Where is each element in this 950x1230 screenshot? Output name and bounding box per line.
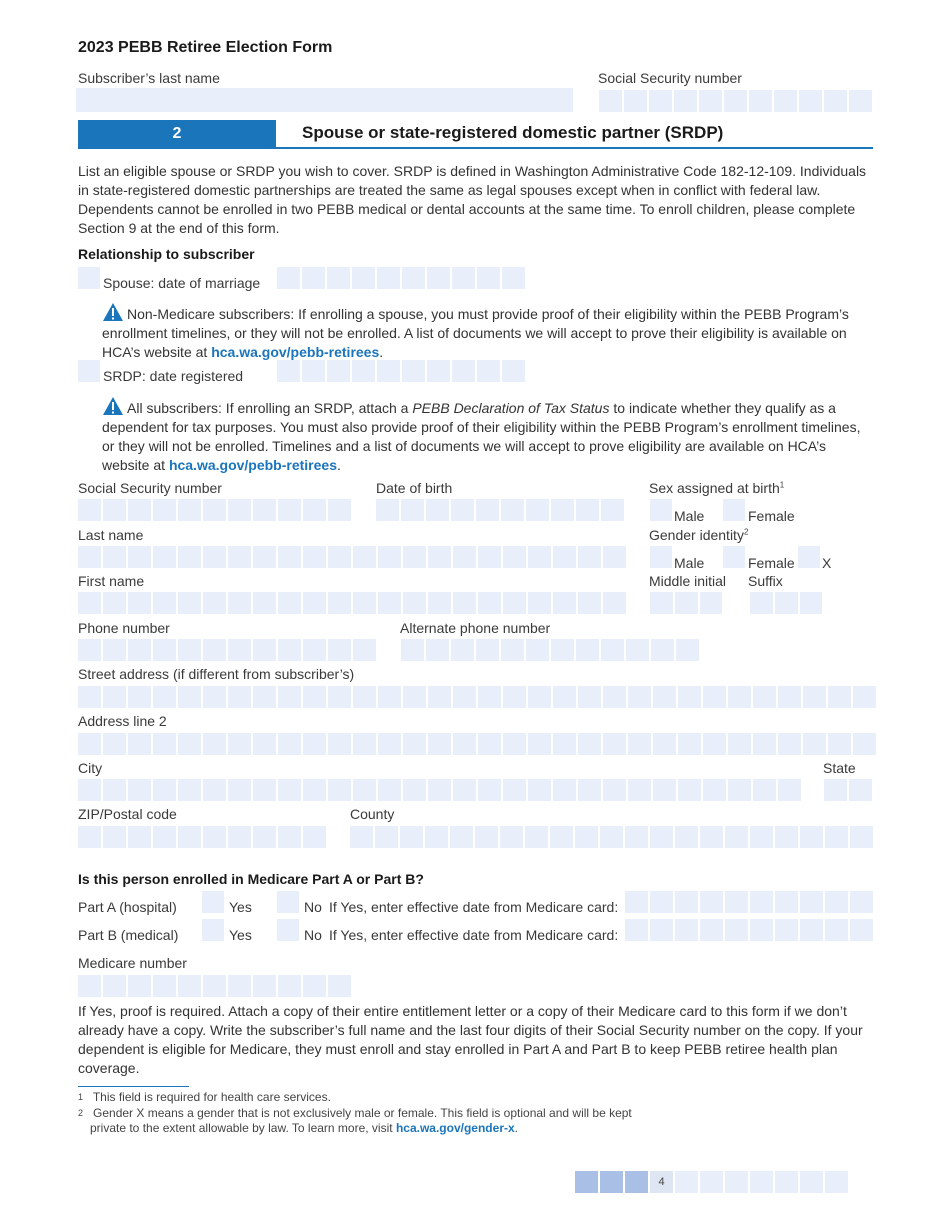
part-b-effective-label: If Yes, enter effective date from Medicare card: (329, 927, 619, 943)
warning-icon (102, 302, 124, 322)
relationship-heading: Relationship to subscriber (78, 246, 255, 262)
street-input[interactable] (78, 686, 876, 708)
first-name-label: First name (78, 573, 145, 589)
address2-label: Address line 2 (78, 713, 167, 729)
dob-label: Date of birth (376, 480, 453, 496)
medicare-heading: Is this person enrolled in Medicare Part A or Part B? (78, 871, 424, 887)
part-b-date-input[interactable] (625, 919, 873, 941)
street-label: Street address (if different from subscriber’s) (78, 666, 355, 682)
part-a-no-checkbox[interactable] (277, 891, 299, 913)
zip-input[interactable] (78, 826, 326, 848)
medicare-proof-text: If Yes, proof is required. Attach a copy of their entire entitlement letter or a copy of their Medicare card to this form if we don’t already have a copy. Write the subscriber’s full name and the last four digits of their Social Security number on the copy. If your dependent is eligible for Medicare, they must enroll and stay enrolled in Part A and Part B to keep PEBB retiree health plan coverage. (78, 1003, 863, 1076)
srdp-label: SRDP: date registered (103, 368, 244, 384)
spouse-note: Non-Medicare subscribers: If enrolling a spouse, you must provide proof of their eligibility within the PEBB Program’s enrollment timelines, or they will not be enrolled. A list of documents we will accept to prove their eligibility is available on HCA’s website at hca.wa.gov/pebb-retirees. (102, 302, 872, 362)
form-title: 2023 PEBB Retiree Election Form (78, 39, 333, 56)
gender-x-link[interactable]: hca.wa.gov/gender-x (395, 1121, 515, 1135)
srdp-date-input[interactable] (277, 360, 525, 382)
last-name-input[interactable] (78, 546, 626, 568)
ssn-input[interactable] (78, 499, 351, 521)
footnote-divider (78, 1086, 189, 1087)
part-a-no-label: No (304, 899, 322, 915)
sex-male-checkbox[interactable] (650, 499, 672, 521)
medicare-number-label: Medicare number (78, 955, 187, 971)
section-intro: List an eligible spouse or SRDP you wish to cover. SRDP is defined in Washington Administrative Code 182-12-109. Individuals in state-registered domestic partnerships are treated the same as legal spouses except when in conflict with federal law. Dependents cannot be enrolled in two PEBB medical or dental accounts at the same time. To enroll children, please complete Section 9 at the end of this form. (78, 163, 867, 236)
zip-label: ZIP/Postal code (78, 806, 177, 822)
part-b-no-label: No (304, 927, 322, 943)
part-b-yes-label: Yes (229, 927, 252, 943)
spouse-label: Spouse: date of marriage (103, 275, 261, 291)
county-label: County (350, 806, 395, 822)
gender-female-label: Female (748, 555, 795, 571)
suffix-label: Suffix (748, 573, 783, 589)
phone-label: Phone number (78, 620, 170, 636)
gender-male-checkbox[interactable] (650, 546, 672, 568)
srdp-checkbox[interactable] (78, 360, 100, 382)
ssn-label: Social Security number (78, 480, 222, 496)
gender-x-label: X (822, 555, 832, 571)
county-input[interactable] (350, 826, 873, 848)
gender-label: Gender identity$^2$ (649, 527, 749, 543)
subscriber-ssn-input[interactable] (599, 90, 872, 112)
phone-input[interactable] (78, 639, 376, 661)
footnote-2: $^2$ Gender X means a gender that is not exclusively male or female. This field is optional and will be kept private to the extent allowable by law. To learn more, visit hca.wa.gov/gender-x. (78, 1106, 632, 1135)
sex-male-label: Male (674, 508, 705, 524)
suffix-input[interactable] (750, 592, 822, 614)
part-a-label: Part A (hospital) (78, 899, 177, 915)
part-b-yes-checkbox[interactable] (202, 919, 224, 941)
gender-x-checkbox[interactable] (798, 546, 820, 568)
subscriber-last-name-input[interactable] (76, 88, 573, 112)
footnote-1: $^1$ This field is required for health care services. (78, 1090, 331, 1104)
sex-label: Sex assigned at birth$^1$ (649, 480, 785, 496)
city-input[interactable] (78, 779, 801, 801)
part-a-yes-checkbox[interactable] (202, 891, 224, 913)
state-label: State (823, 760, 856, 776)
medicare-number-input[interactable] (78, 975, 351, 997)
sex-female-label: Female (748, 508, 795, 524)
pebb-retirees-link[interactable]: hca.wa.gov/pebb-retirees (211, 344, 380, 360)
sex-female-checkbox[interactable] (723, 499, 745, 521)
section-number: 2 (78, 120, 276, 148)
part-a-date-input[interactable] (625, 891, 873, 913)
address2-input[interactable] (78, 733, 876, 755)
pebb-retirees-link[interactable]: hca.wa.gov/pebb-retirees (168, 457, 337, 473)
alt-phone-label: Alternate phone number (400, 620, 551, 636)
part-a-effective-label: If Yes, enter effective date from Medicare card: (329, 899, 619, 915)
section-title: Spouse or state-registered domestic partner (SRDP) (302, 123, 724, 142)
part-a-yes-label: Yes (229, 899, 252, 915)
subscriber-ssn-label: Social Security number (598, 70, 742, 86)
first-name-input[interactable] (78, 592, 626, 614)
part-b-label: Part B (medical) (78, 927, 179, 943)
gender-male-label: Male (674, 555, 705, 571)
part-b-no-checkbox[interactable] (277, 919, 299, 941)
warning-icon (102, 396, 124, 416)
middle-initial-label: Middle initial (649, 573, 727, 589)
middle-initial-input[interactable] (650, 592, 722, 614)
city-label: City (78, 760, 103, 776)
marriage-date-input[interactable] (277, 267, 525, 289)
alt-phone-input[interactable] (401, 639, 699, 661)
subscriber-last-name-label: Subscriber’s last name (78, 70, 220, 86)
spouse-checkbox[interactable] (78, 267, 100, 289)
page-number: 4 (650, 1171, 673, 1193)
section-header (78, 120, 873, 149)
state-input[interactable] (824, 779, 872, 801)
srdp-note: All subscribers: If enrolling an SRDP, attach a PEBB Declaration of Tax Status to indicate whether they qualify as a dependent for tax purposes. You must also provide proof of their eligibility within the PEBB Program’s enrollment timelines, or they will not be enrolled. Timelines and a list of documents we will accept to prove eligibility are available on HCA’s website at hca.wa.gov/pebb-retirees. (102, 396, 874, 475)
page-footer (575, 1171, 848, 1193)
gender-female-checkbox[interactable] (723, 546, 745, 568)
dob-input[interactable] (376, 499, 624, 521)
last-name-label: Last name (78, 527, 144, 543)
